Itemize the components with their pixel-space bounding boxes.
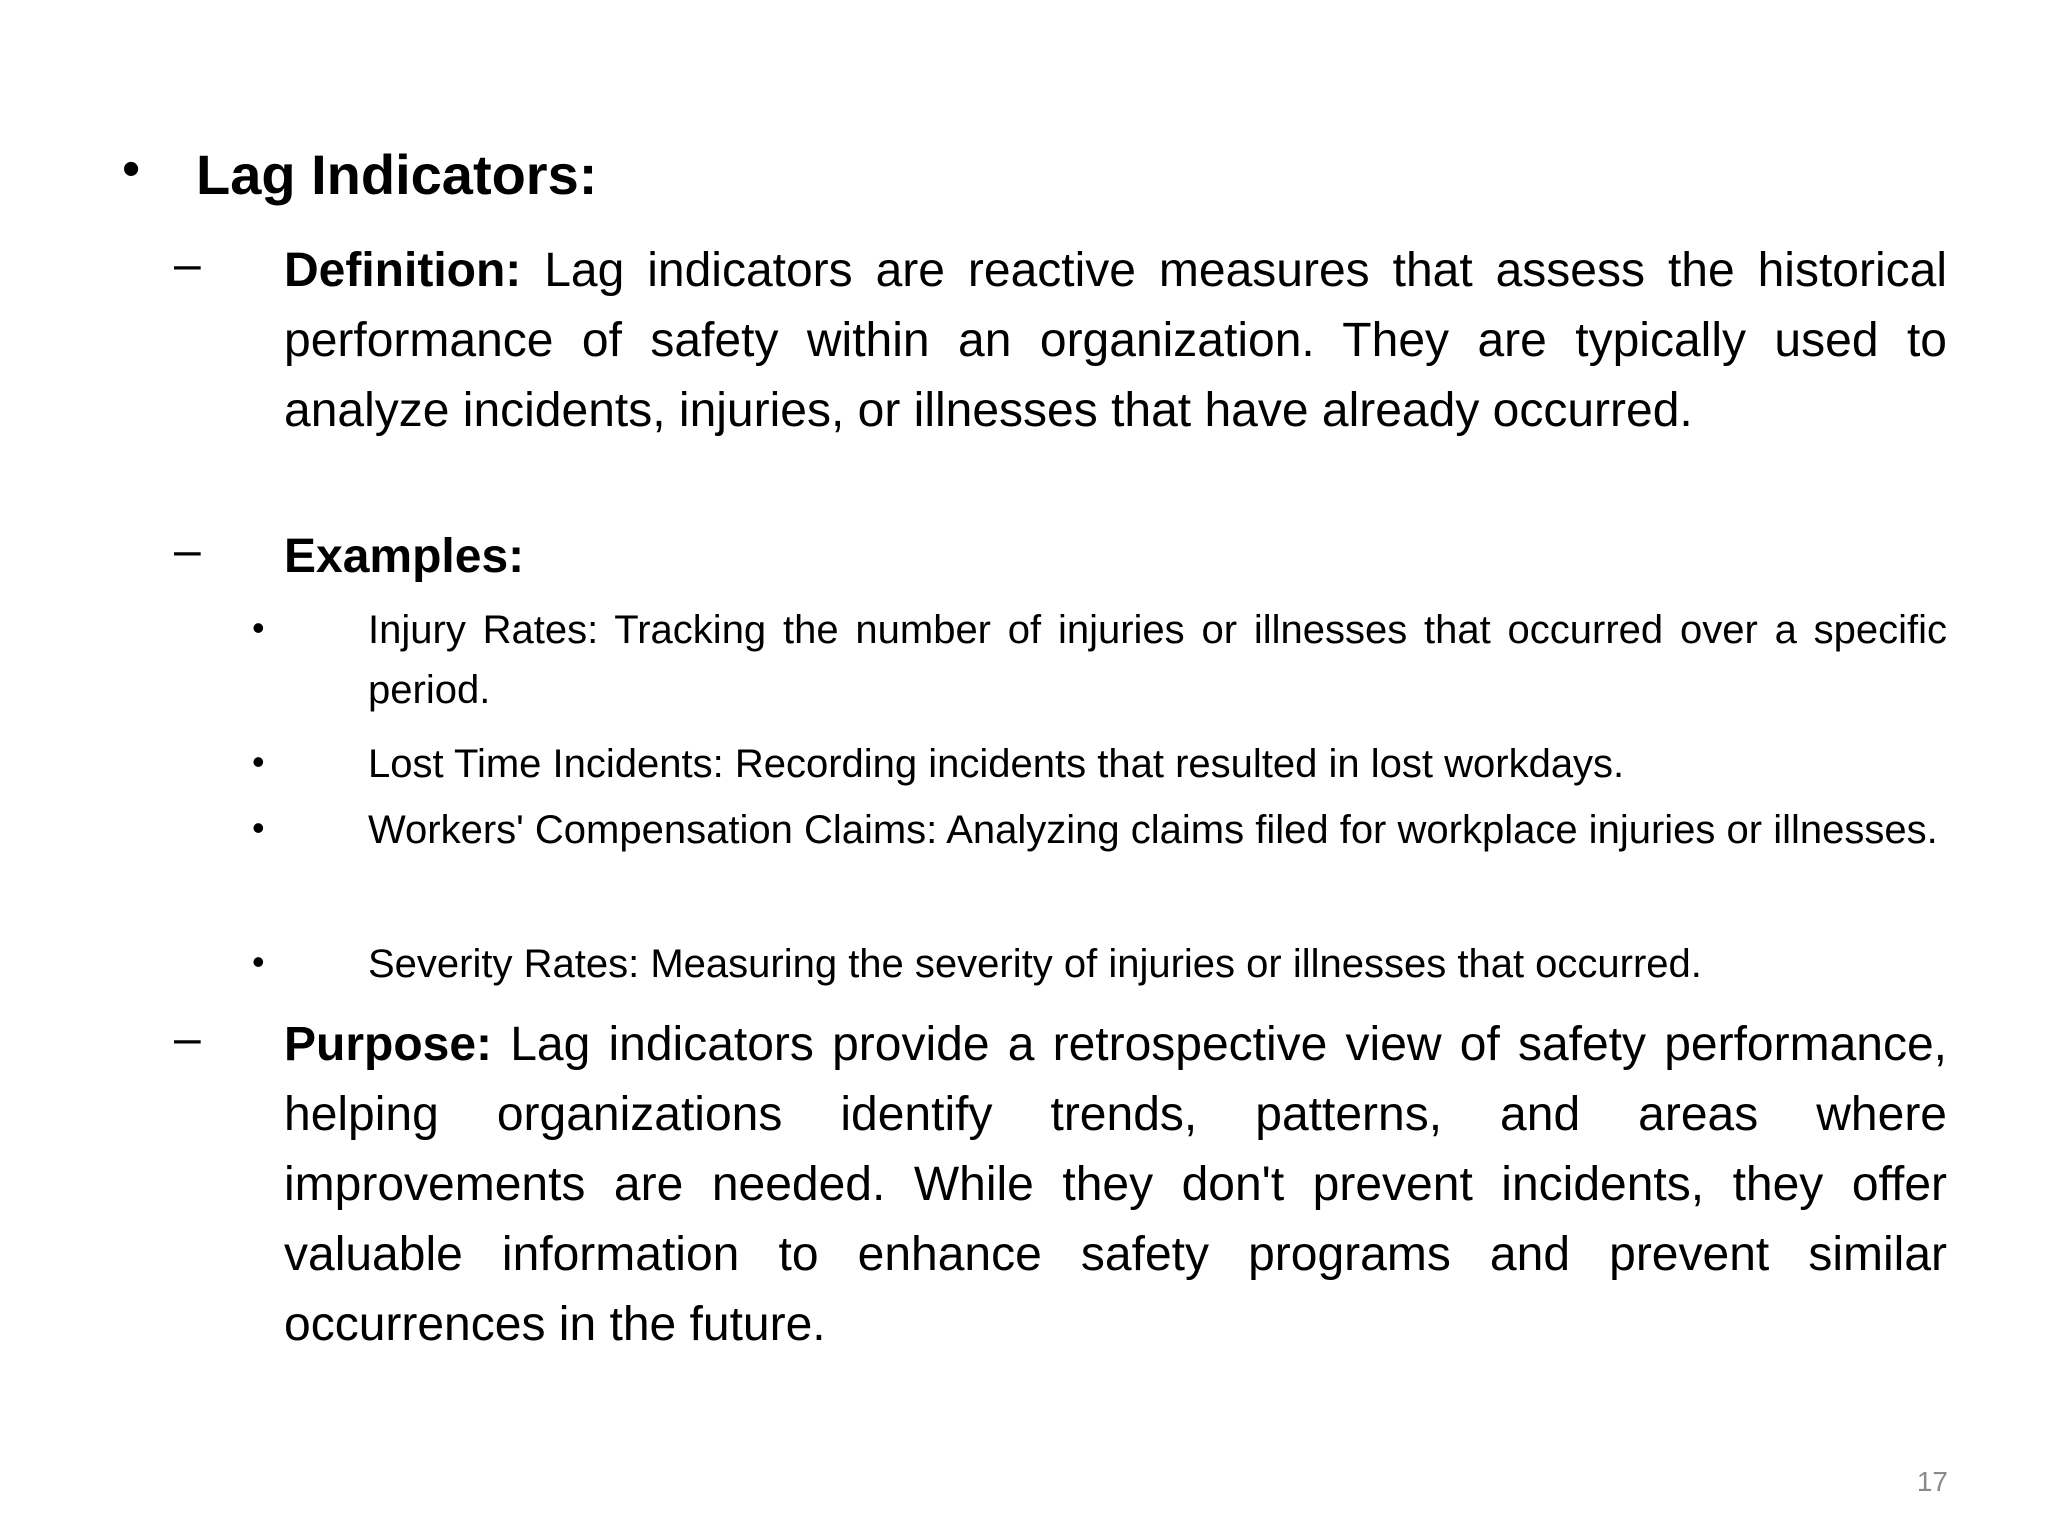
example-text: Severity Rates: Measuring the severity of injuries or illnesses that occurred.: [368, 942, 1702, 986]
slide-heading: Lag Indicators:: [196, 143, 598, 206]
definition-label: Definition:: [284, 244, 522, 297]
example-text: Injury Rates: Tracking the number of injuries or illnesses that occurred over a specific period.: [368, 608, 1947, 712]
example-text: Lost Time Incidents: Recording incidents that resulted in lost workdays.: [368, 742, 1625, 786]
definition-item: [174, 236, 1947, 446]
bullet-icon: •: [252, 941, 265, 982]
example-item: [252, 934, 1947, 994]
example-item: [252, 600, 1947, 720]
examples-item: [174, 522, 1947, 592]
purpose-body: Lag indicators provide a retrospective view of safety performance, helping organizations identify trends, patterns, and areas where improvements are needed. While they don't prevent incidents, they offer valuable information to enhance safety programs and prevent similar occurrences in the future.: [284, 1018, 1947, 1351]
purpose-text: [284, 1010, 1947, 1360]
bullet-icon: •: [252, 741, 265, 782]
purpose-label: Purpose:: [284, 1018, 493, 1071]
purpose-item: [174, 1010, 1947, 1360]
dash-icon: –: [174, 524, 201, 577]
bullet-icon: •: [252, 807, 265, 848]
examples-label: Examples:: [284, 530, 525, 583]
definition-body: Lag indicators are reactive measures that assess the historical performance of safety within an organization. They are typically used to analyze incidents, injuries, or illnesses that have already occurred.: [284, 244, 1947, 437]
page-number: 17: [1916, 1466, 1948, 1497]
dash-icon: –: [174, 238, 201, 291]
example-item: [252, 800, 1947, 860]
definition-text: [284, 236, 1947, 446]
dash-icon: –: [174, 1012, 201, 1065]
examples-text: [284, 522, 1947, 592]
example-text: Workers' Compensation Claims: Analyzing claims filed for workplace injuries or illnesses.: [368, 808, 1938, 852]
example-item: [252, 734, 1947, 794]
bullet-icon: •: [122, 140, 141, 198]
bullet-icon: •: [252, 607, 265, 648]
